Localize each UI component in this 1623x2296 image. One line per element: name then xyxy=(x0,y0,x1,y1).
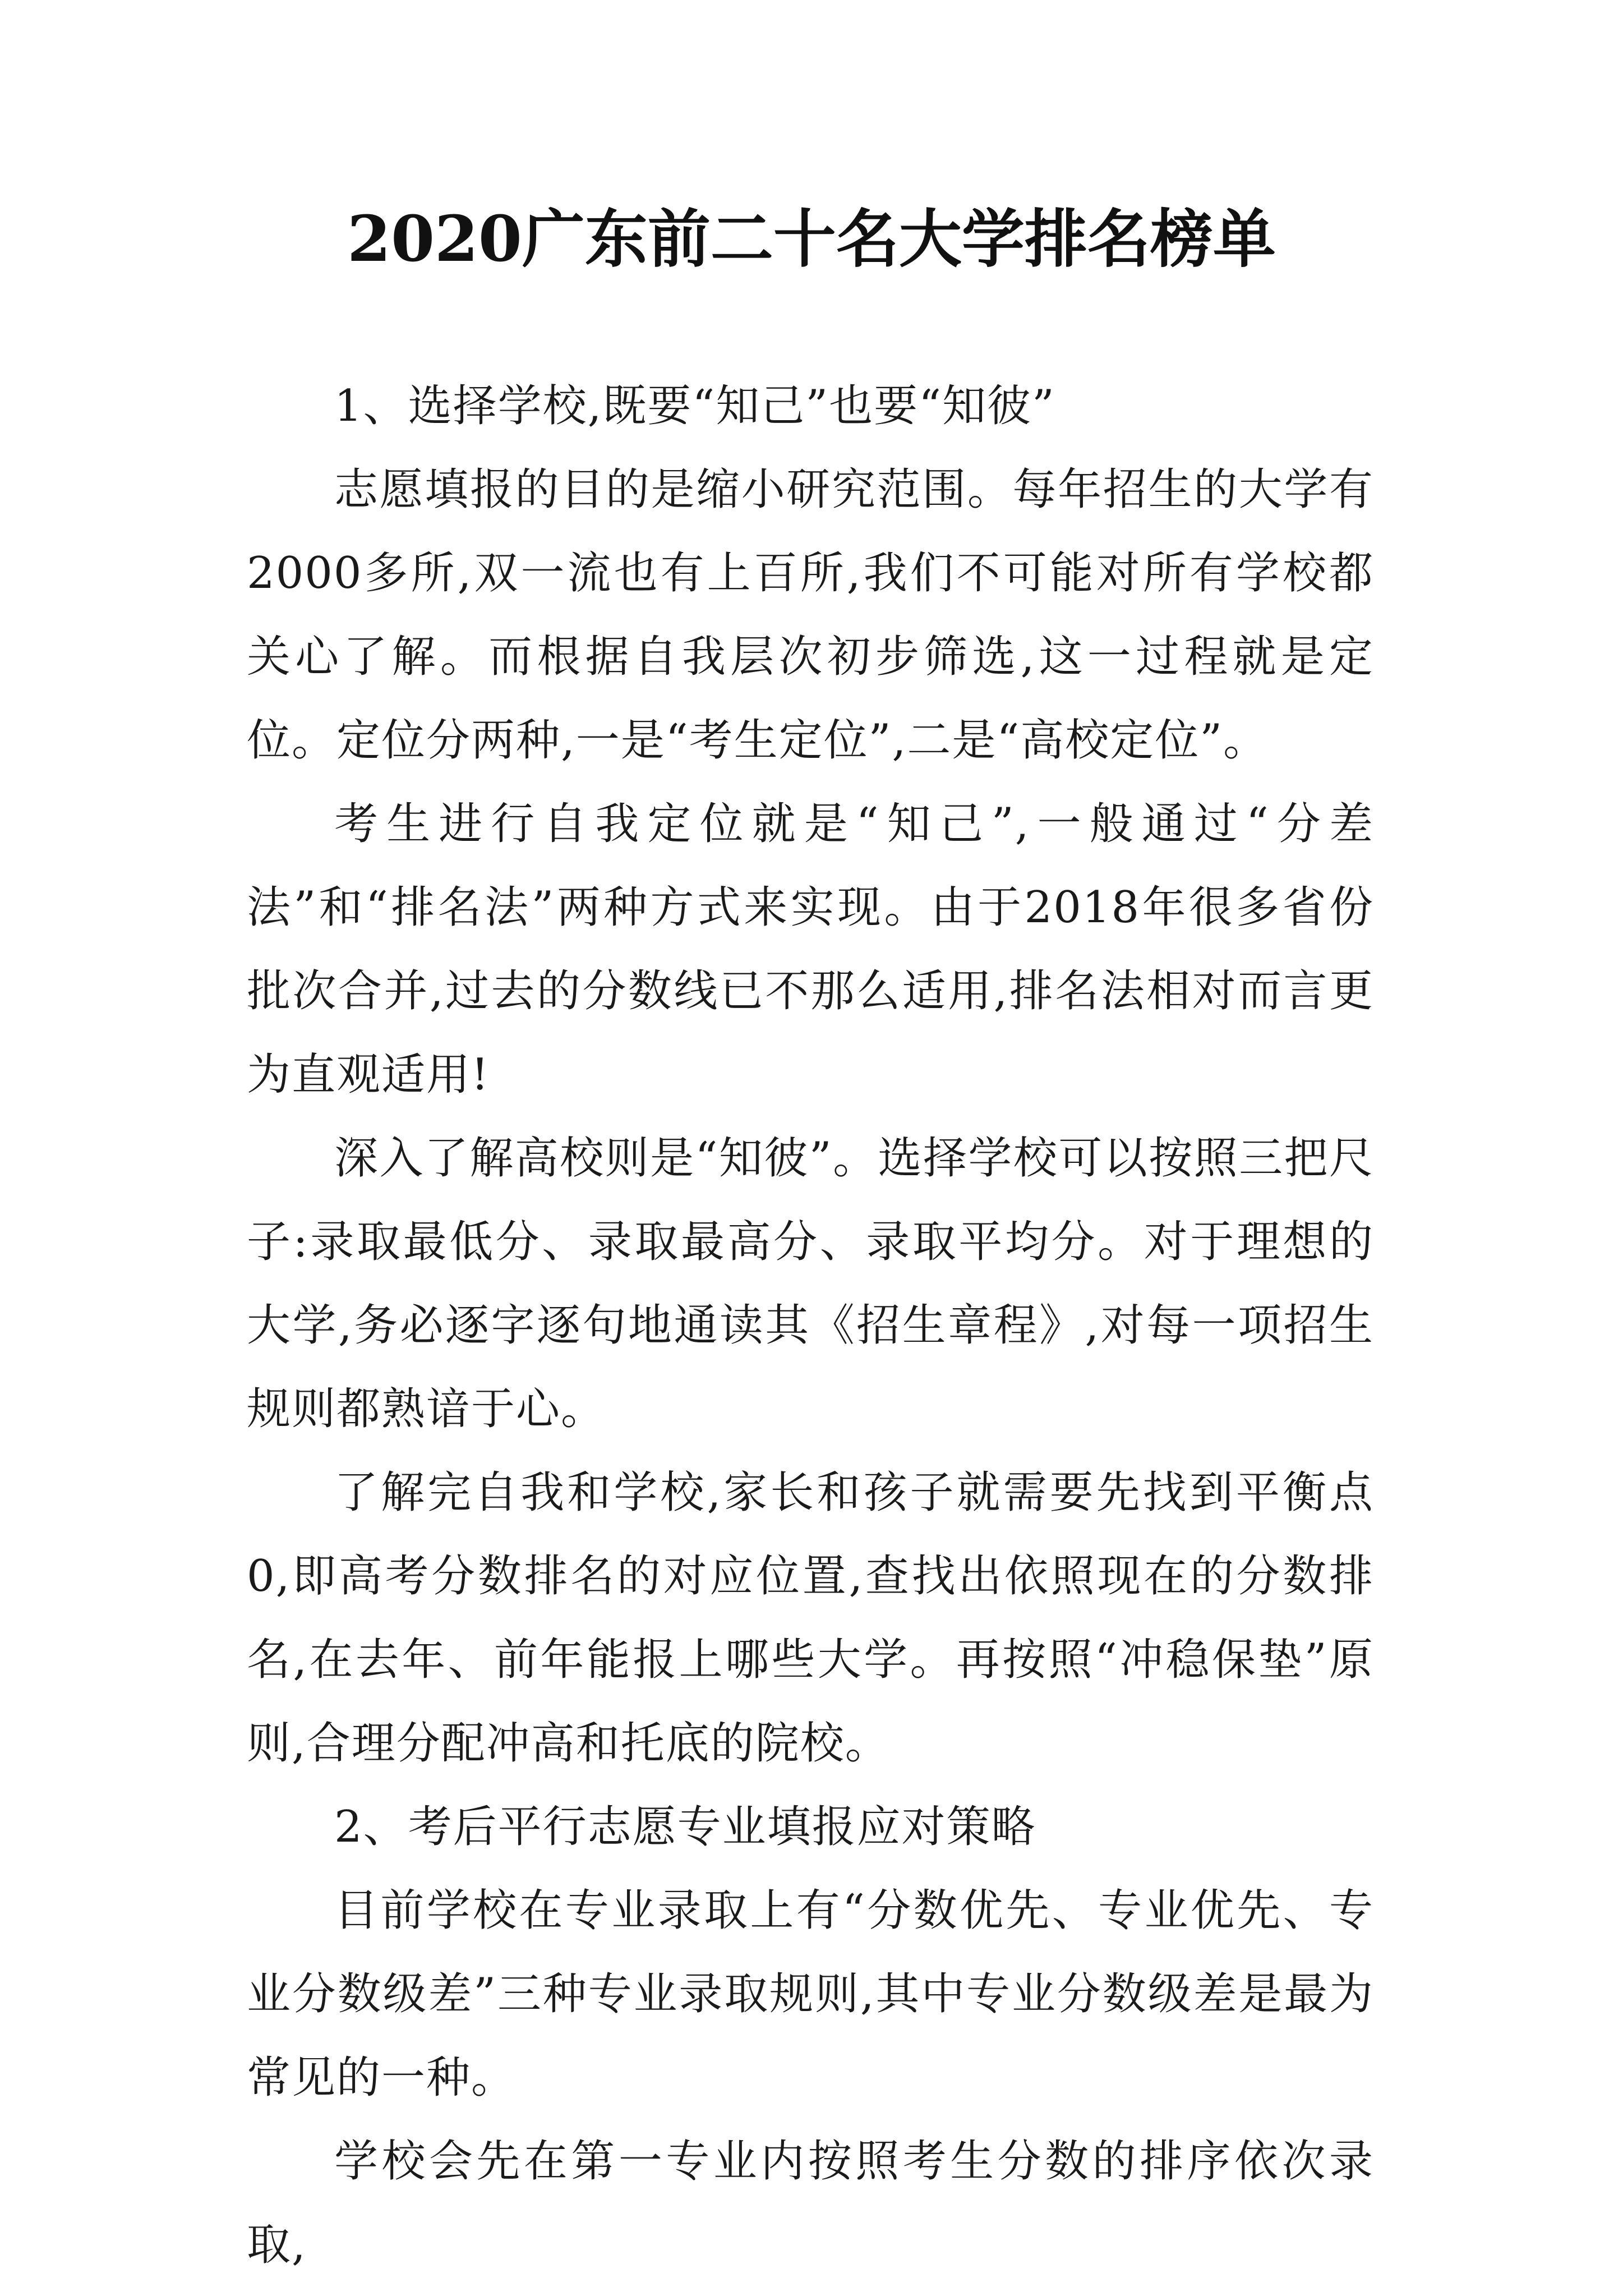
section-heading-1: 1、选择学校,既要“知己”也要“知彼” xyxy=(334,381,1055,431)
document-body xyxy=(247,365,1374,2287)
paragraph: 考生进行自我定位就是“知己”,一般通过“分差法”和“排名法”两种方式来实现。由于2018年很多省份批次合并,过去的分数线已不那么适用,排名法相对而言更为直观适用! xyxy=(247,799,1374,1100)
paragraph: 深入了解高校则是“知彼”。选择学校可以按照三把尺子:录取最低分、录取最高分、录取平均分。对于理想的大学,务必逐字逐句地通读其《招生章程》,对每一项招生规则都熟谙于心。 xyxy=(247,1133,1374,1434)
paragraph: 志愿填报的目的是缩小研究范围。每年招生的大学有2000多所,双一流也有上百所,我们不可能对所有学校都关心了解。而根据自我层次初步筛选,这一过程就是定位。定位分两种,一是“考生定位”,二是“高校定位”。 xyxy=(247,464,1374,766)
paragraph: 目前学校在专业录取上有“分数优先、专业优先、专业分数级差”三种专业录取规则,其中专业分数级差是最为常见的一种。 xyxy=(247,1885,1374,2103)
section-heading-2: 2、考后平行志愿专业填报应对策略 xyxy=(334,1802,1036,1852)
page-title: 2020广东前二十名大学排名榜单 xyxy=(347,203,1276,276)
paragraph: 了解完自我和学校,家长和孩子就需要先找到平衡点0,即高考分数排名的对应位置,查找出依照现在的分数排名,在去年、前年能报上哪些大学。再按照“冲稳保垫”原则,合理分配冲高和托底的院校。 xyxy=(247,1467,1374,1769)
paragraph: 学校会先在第一专业内按照考生分数的排序依次录取, xyxy=(247,2136,1374,2270)
